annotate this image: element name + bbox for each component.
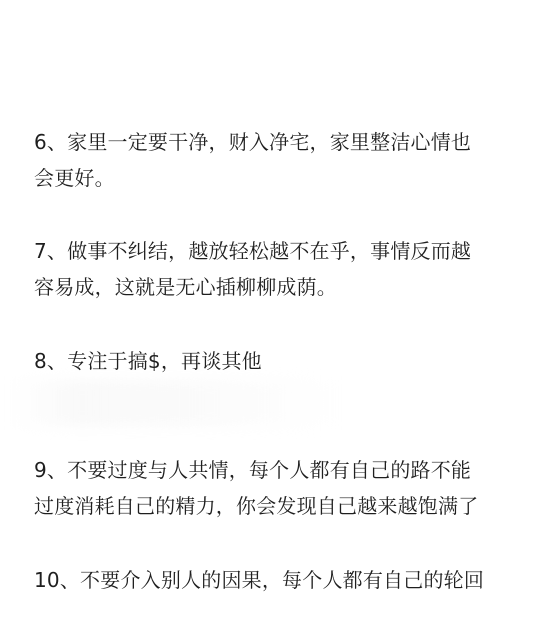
list-item-8 <box>34 343 514 379</box>
list-item-6 <box>34 124 514 196</box>
list-item-8-line-1: 8、专注于搞$，再谈其他 <box>34 349 262 373</box>
list-item-10-line-1: 10、不要介入别人的因果，每个人都有自己的轮回 <box>34 568 485 592</box>
list-item-6-line-2: 会更好。 <box>34 166 115 190</box>
list-item-7-line-2: 容易成，这就是无心插柳柳成荫。 <box>34 275 337 299</box>
list-item-9-line-2: 过度消耗自己的精力，你会发现自己越来越饱满了 <box>34 494 479 518</box>
list-item-7-line-1: 7、做事不纠结，越放轻松越不在乎，事情反而越 <box>34 239 472 263</box>
list-item-6-line-1: 6、家里一定要干净，财入净宅，家里整洁心情也 <box>34 130 472 154</box>
list-item-7 <box>34 233 514 305</box>
list-item-9 <box>34 452 514 524</box>
list-item-10 <box>34 562 514 598</box>
list-item-9-line-1: 9、不要过度与人共情，每个人都有自己的路不能 <box>34 458 472 482</box>
blurred-watermark <box>10 380 340 426</box>
